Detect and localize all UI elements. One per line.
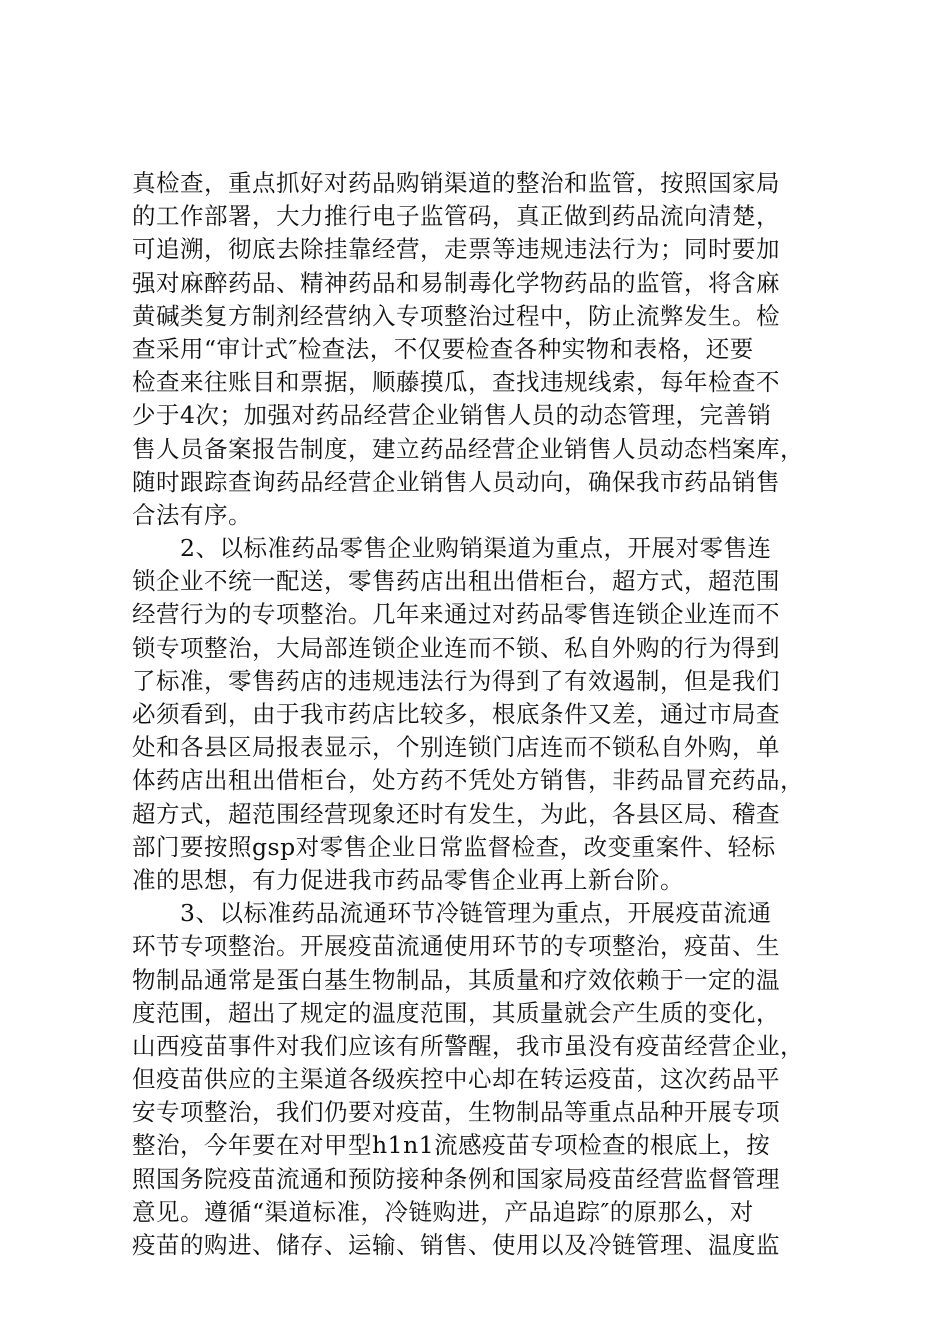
text-line: 了标准，零售药店的违规违法行为得到了有效遏制，但是我们: [132, 666, 780, 695]
text-line: 锁专项整治，大局部连锁企业连而不锁、私自外购的行为得到: [132, 633, 780, 662]
text-line: 超方式，超范围经营现象还时有发生，为此，各县区局、稽查: [132, 799, 780, 828]
text-line: 检查来往账目和票据，顺藤摸瓜，查找违规线索，每年检查不: [132, 368, 780, 397]
text-line: 但疫苗供应的主渠道各级疾控中心却在转运疫苗，这次药品平: [132, 1065, 780, 1094]
text-line: 查采用“审计式″检查法，不仅要检查各种实物和表格，还要: [132, 334, 754, 363]
text-line: 必须看到，由于我市药店比较多，根底条件又差，通过市局查: [132, 700, 780, 728]
text-line: 可追溯，彻底去除挂靠经营，走票等违规违法行为；同时要加: [132, 235, 780, 264]
text-line: 售人员备案报告制度，建立药品经营企业销售人员动态档案库，: [132, 434, 804, 463]
text-line: 随时跟踪查询药品经营企业销售人员动向，确保我市药品销售: [132, 467, 780, 496]
text-line: 合法有序。: [132, 500, 252, 529]
text-line: 物制品通常是蛋白基生物制品，其质量和疗效依赖于一定的温: [132, 965, 780, 994]
text-line: 山西疫苗事件对我们应该有所警醒，我市虽没有疫苗经营企业，: [132, 1031, 804, 1060]
text-line: 2、以标准药品零售企业购销渠道为重点，开展对零售连: [132, 534, 772, 563]
text-line: 准的思想，有力促进我市药品零售企业再上新台阶。: [132, 865, 684, 894]
text-line: 真检查，重点抓好对药品购销渠道的整治和监管，按照国家局: [132, 169, 780, 197]
text-line: 照国务院疫苗流通和预防接种条例和国家局疫苗经营监督管理: [132, 1164, 780, 1193]
text-line: 处和各县区局报表显示，个别连锁门店连而不锁私自外购，单: [132, 733, 780, 762]
body-text: [132, 167, 842, 1262]
text-line: 意见。遵循“渠道标准，冷链购进，产品追踪″的原那么，对: [132, 1197, 754, 1226]
text-line: 环节专项整治。开展疫苗流通使用环节的专项整治，疫苗、生: [132, 932, 780, 961]
text-line: 强对麻醉药品、精神药品和易制毒化学物药品的监管，将含麻: [132, 268, 780, 297]
text-line: 的工作部署，大力推行电子监管码，真正做到药品流向清楚，: [132, 202, 780, 231]
text-line: 度范围，超出了规定的温度范围，其质量就会产生质的变化，: [132, 998, 780, 1027]
text-line: 安专项整治，我们仍要对疫苗，生物制品等重点品种开展专项: [132, 1098, 780, 1127]
text-line: 少于4次；加强对药品经营企业销售人员的动态管理，完善销: [132, 401, 772, 430]
text-line: 3、以标准药品流通环节冷链管理为重点，开展疫苗流通: [132, 899, 772, 928]
text-line: 黄碱类复方制剂经营纳入专项整治过程中，防止流弊发生。检: [132, 301, 780, 330]
text-line: 整治，今年要在对甲型h1n1流感疫苗专项检查的根底上，按: [132, 1131, 771, 1160]
text-line: 疫苗的购进、储存、运输、销售、使用以及冷链管理、温度监: [132, 1231, 780, 1259]
text-line: 部门要按照gsp对零售企业日常监督检查，改变重案件、轻标: [132, 832, 776, 861]
text-line: 锁企业不统一配送，零售药店出租出借柜台，超方式，超范围: [132, 567, 780, 596]
text-line: 体药店出租出借柜台，处方药不凭处方销售，非药品冒充药品，: [132, 766, 804, 795]
text-line: 经营行为的专项整治。几年来通过对药品零售连锁企业连而不: [132, 600, 780, 629]
